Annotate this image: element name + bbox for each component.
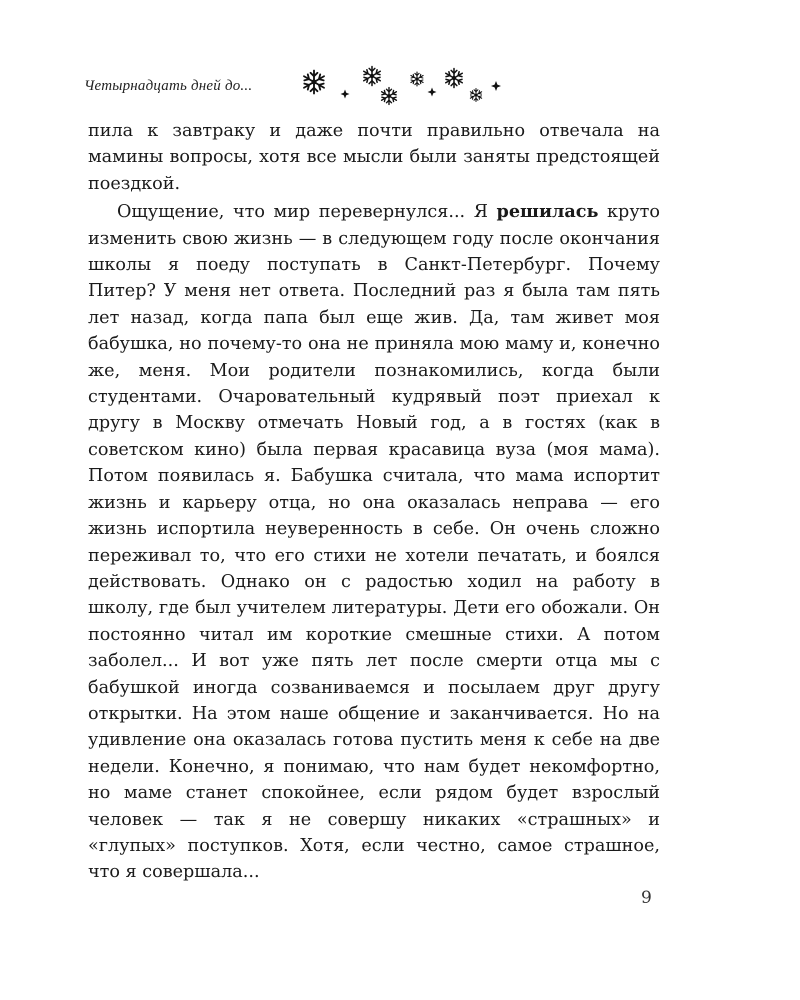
paragraph-2-start: Ощущение, что мир перевернулся... Я xyxy=(117,202,497,223)
paragraph-2 xyxy=(88,199,660,886)
page-number: 9 xyxy=(641,888,652,908)
running-title: Четырнадцать дней до... xyxy=(84,78,253,94)
paragraph-1: пила к завтраку и даже почти правильно отвечала на мамины вопросы, хотя все мысли были заняты предстоящей поездкой. xyxy=(88,121,660,194)
running-header xyxy=(84,64,524,114)
bold-word: решилась xyxy=(496,201,599,223)
paragraph-2-rest: круто изменить свою жизнь — в следующем году после окончания школы я поеду поступать в Санкт-Петербург. Почему Питер? У меня нет ответа. Последний раз я была там пять лет назад, когда папа был еще жив. Да, там живет моя бабушка, но почему-то она не приняла мою маму и, конечно же, меня. Мои родители познакомились, когда были студентами. Очаровательный кудрявый поэт приехал к другу в Москву отмечать Новый год, а в гостях (как в советском кино) была первая красавица вуза (моя мама). Потом появилась я. Бабушка считала, что мама испортит жизнь и карьеру отца, но она оказалась неправа — его жизнь испортила неуверенность в себе. Он очень сложно переживал то, что его стихи не хотели печатать, и боялся действовать. Однако он с радостью ходил на работу в школу, где был учителем литературы. Дети его обожали. Он постоянно читал им короткие смешные стихи. А потом заболел... И вот уже пять лет после смерти отца мы с бабушкой иногда созваниваемся и посылаем друг другу открытки. На этом наше общение и заканчивается. Но на удивление она оказалась готова пустить меня к себе на две недели. Конечно, я понимаю, что нам будет некомфортно, но маме станет спокойнее, если рядом будет взрослый человек — так я не совершу никаких «страшных» и «глупых» поступков. Хотя, если честно, самое страшное, что я совершала... xyxy=(88,202,660,883)
snowflakes-ornament-icon xyxy=(84,64,524,114)
body-text xyxy=(88,118,660,886)
